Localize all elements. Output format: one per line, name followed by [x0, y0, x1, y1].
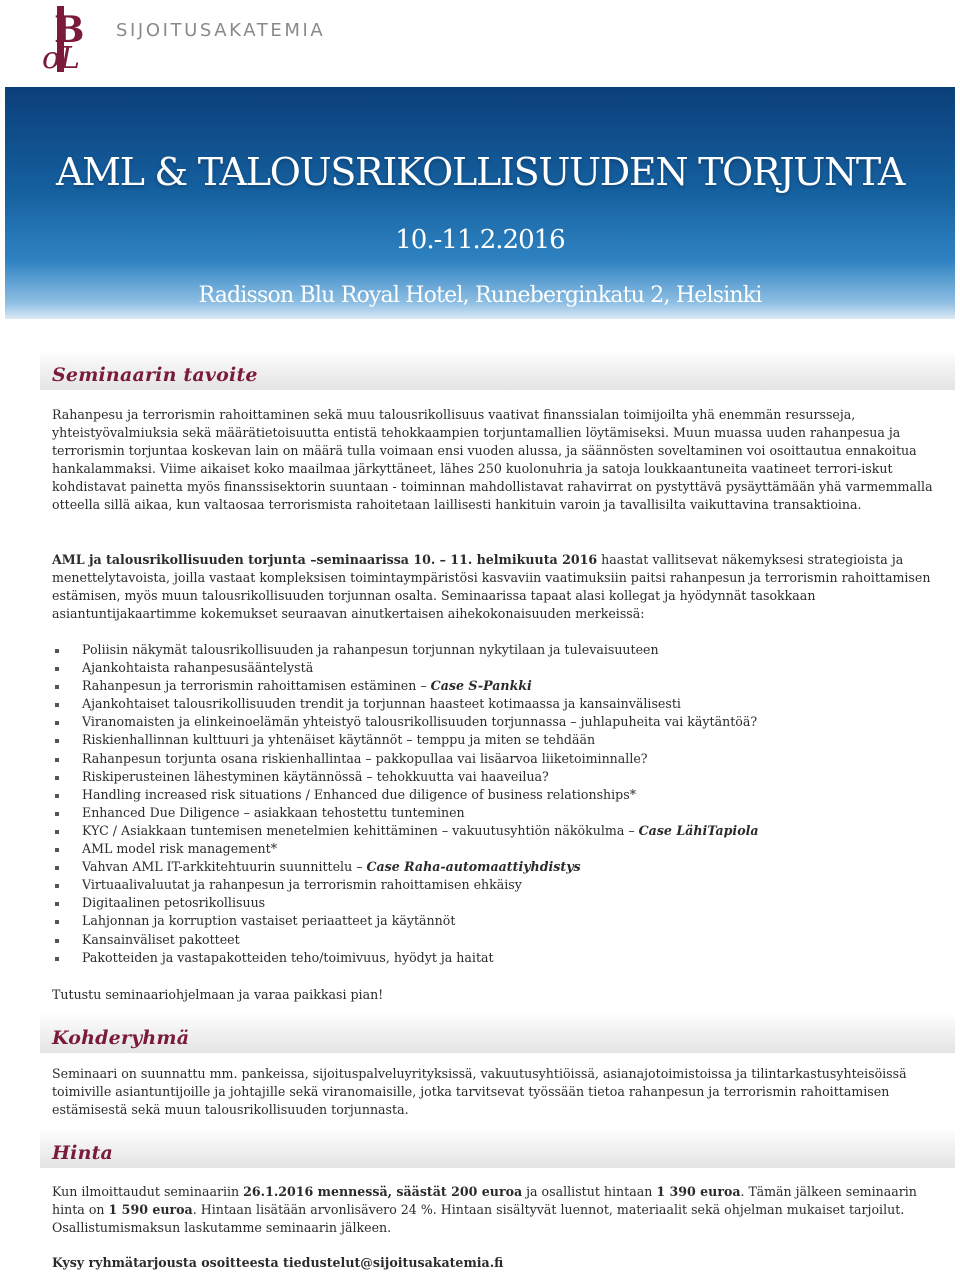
section-price-title: Hinta	[52, 1142, 114, 1164]
list-item: Riskiperusteinen lähestyminen käytännössä – tehokkuutta vai haaveilua?	[52, 768, 942, 786]
list-item: Pakotteiden ja vastapakotteiden teho/toimivuus, hyödyt ja haitat	[52, 949, 942, 967]
section-goal-title: Seminaarin tavoite	[52, 364, 258, 386]
list-item: Viranomaisten ja elinkeinoelämän yhteistyö talousrikollisuuden torjunnassa – juhlapuheita vai käytäntöä?	[52, 713, 942, 731]
list-item: Handling increased risk situations / Enhanced due diligence of business relationships*	[52, 786, 942, 804]
early-bird-deadline: 26.1.2016 mennessä, säästät 200 euroa	[243, 1184, 523, 1199]
list-item: AML model risk management*	[52, 840, 942, 858]
list-item: Digitaalinen petosrikollisuus	[52, 894, 942, 912]
list-item: Ajankohtaiset talousrikollisuuden trendit ja torjunnan haasteet kotimaassa ja kansainvälisesti	[52, 695, 942, 713]
topic-list	[52, 641, 942, 967]
section-audience-header	[40, 1013, 955, 1053]
audience-paragraph: Seminaari on suunnattu mm. pankeissa, sijoituspalveluyrityksissä, vakuutusyhtiöissä, asianajotoimistoissa ja tilintarkastusyhteisöissä toimiville asiantuntijoille ja johtajille sekä viranomaisille, jotka tarvitsevat työssään tietoa rahanpesun ja terrorismin rahoittamisen estämisestä sekä muun talousrikollisuuden torjunnasta.	[52, 1066, 907, 1117]
brand-name: SIJOITUSAKATEMIA	[116, 20, 326, 41]
early-price: 1 390 euroa	[656, 1184, 741, 1199]
list-item: Rahanpesun ja terrorismin rahoittamisen estäminen – Case S-Pankki	[52, 677, 942, 695]
section-goal-header	[40, 350, 955, 390]
seminar-highlight: AML ja talousrikollisuuden torjunta –seminaarissa 10. – 11. helmikuuta 2016	[52, 552, 598, 567]
goal-paragraph: Rahanpesu ja terrorismin rahoittaminen sekä muu talousrikollisuus vaativat finanssialan toimijoilta yhä enemmän resursseja, yhteistyövalmiuksia sekä määrätietoisuutta entistä tehokkaampien torjuntamallien löytämiseksi. Muun muassa uuden rahanpesua ja terrorismin torjuntaa koskevan lain on määrä tulla voimaan ensi vuoden alussa, ja säännösten soveltaminen voi osoittautua ennakoitua hankalammaksi. Viime aikaiset koko maailmaa järkyttäneet, lähes 250 kuolonuhria ja satoja loukkaantuneita vaatineet terrori-iskut kohdistavat painetta myös finanssisektorin suuntaan - toiminnan mahdollistavat rahavirrat on pystyttävä pysäyttämään yhä varmemmalla otteella sillä aikaa, kun valtaosaa terrorismista rahoitetaan laillisesti hankituin varoin ja tavallisilta vaikuttavina transaktioina.	[52, 407, 933, 512]
regular-price: 1 590 euroa	[108, 1202, 193, 1217]
svg-text:B: B	[54, 9, 85, 51]
list-item: Lahjonnan ja korruption vastaiset periaatteet ja käytännöt	[52, 912, 942, 930]
section-price-header	[40, 1128, 955, 1168]
event-date: 10.-11.2.2016	[395, 225, 565, 255]
goal-seminar-paragraph	[52, 551, 947, 623]
list-item: Rahanpesun torjunta osana riskienhallintaa – pakkopullaa vai lisäarvoa liiketoiminnalle?	[52, 750, 942, 768]
list-item: KYC / Asiakkaan tuntemisen menetelmien kehittäminen – vakuutusyhtiön näkökulma – Case LähiTapiola	[52, 822, 942, 840]
event-title: AML & TALOUSRIKOLLISUUDEN TORJUNTA	[55, 150, 905, 194]
logo-icon	[40, 6, 98, 72]
list-item: Vahvan AML IT-arkkitehtuurin suunnittelu – Case Raha-automaattiyhdistys	[52, 858, 942, 876]
price-paragraph: Kun ilmoittaudut seminaariin 26.1.2016 mennessä, säästät 200 euroa ja osallistut hintaan 1 390 euroa. Tämän jälkeen seminaarin hinta on 1 590 euroa. Hintaan lisätään arvonlisävero 24 %. Hintaan sisältyvät luennot, materiaalit sekä ohjelman mukaiset tarjoilut. Osallistumismaksun laskutamme seminaarin jälkeen.	[52, 1184, 917, 1235]
list-item: Ajankohtaista rahanpesusääntelystä	[52, 659, 942, 677]
section-audience-title: Kohderyhmä	[52, 1027, 190, 1049]
list-item: Kansainväliset pakotteet	[52, 931, 942, 949]
list-item: Enhanced Due Diligence – asiakkaan tehostettu tunteminen	[52, 804, 942, 822]
logo	[40, 6, 98, 72]
list-item: Virtuaalivaluutat ja rahanpesun ja terrorismin rahoittamisen ehkäisy	[52, 876, 942, 894]
seminar-description: haastat vallitsevat näkemyksesi strategioista ja menettelytavoista, joilla vastaat kompleksisen toimintaympäristösi kasvaviin vaatimuksiin paitsi rahanpesun ja terrorismin rahoittamisen estämisen, myös muun talousrikollisuuden torjunnan osalta. Seminaarissa tapaat alasi kollegat ja hyödynnät tasokkaan asiantuntijakaartimme kokemukset seuraavan ainutkertaisen aihekokonaisuuden merkeissä:	[52, 552, 931, 621]
closing-text: Tutustu seminaariohjelmaan ja varaa paikkasi pian!	[52, 987, 384, 1002]
contact-line: Kysy ryhmätarjousta osoitteesta tiedustelut@sijoitusakatemia.fi	[52, 1255, 504, 1270]
svg-text:L: L	[60, 41, 80, 72]
svg-text:o: o	[42, 41, 61, 72]
list-item: Poliisin näkymät talousrikollisuuden ja rahanpesun torjunnan nykytilaan ja tulevaisuuteen	[52, 641, 942, 659]
event-venue: Radisson Blu Royal Hotel, Runeberginkatu 2, Helsinki	[198, 283, 762, 308]
list-item: Riskienhallinnan kulttuuri ja yhtenäiset käytännöt – temppu ja miten se tehdään	[52, 731, 942, 749]
